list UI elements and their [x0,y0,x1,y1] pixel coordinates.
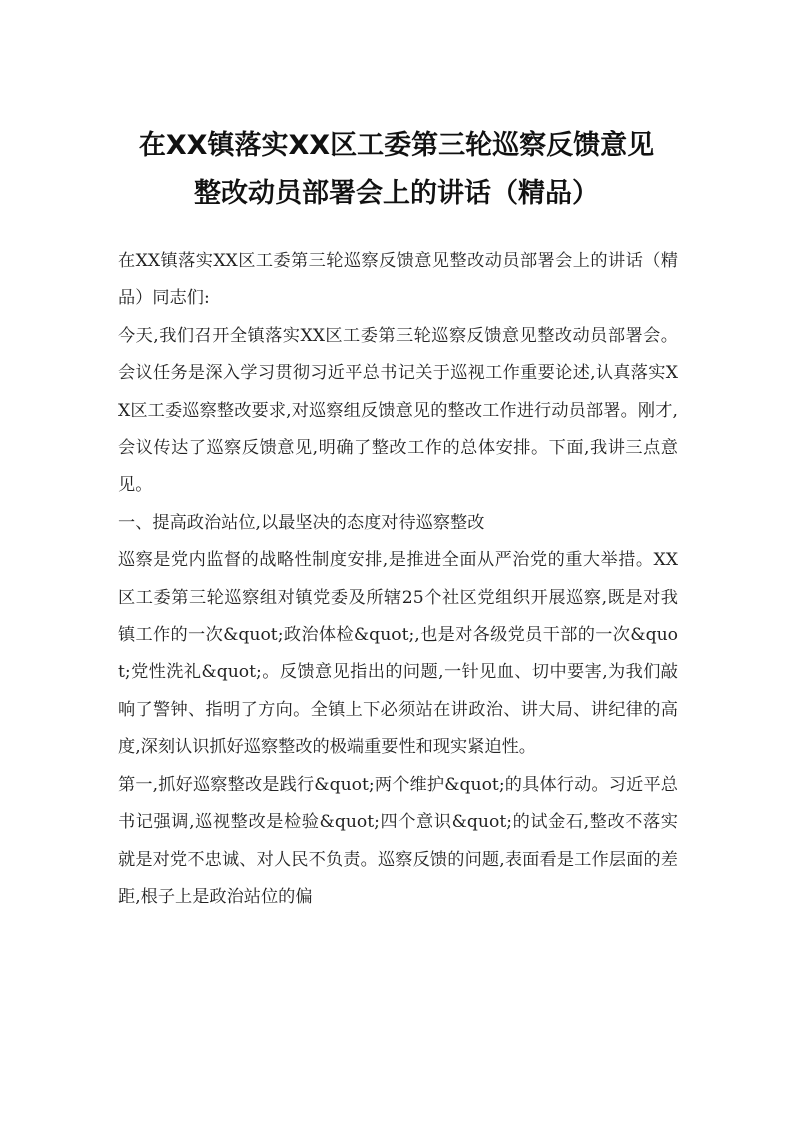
paragraph-point-first: 第一,抓好巡察整改是践行&quot;两个维护&quot;的具体行动。习近平总书记强调,巡视整改是检验&quot;四个意识&quot;的试金石,整改不落实就是对党不忠诚、对人民不负责。巡察反馈的问题,表面看是工作层面的差距,根子上是政治站位的偏 [118,774,678,907]
title-line-2: 整改动员部署会上的讲话（精品） [194,178,599,209]
document-title [100,122,693,218]
title-line-1: 在XX镇落实XX区工委第三轮巡察反馈意见 [138,130,655,161]
paragraph-inspection-significance: 巡察是党内监督的战略性制度安排,是推进全面从严治党的重大举措。XX区工委第三轮巡察组对镇党委及所辖25个社区党组织开展巡察,既是对我镇工作的一次&quot;政治体检&quot;,也是对各级党员干部的一次&quot;党性洗礼&quot;。反馈意见指出的问题,一针见血、切中要害,为我们敲响了警钟、指明了方向。全镇上下必须站在讲政治、讲大局、讲纪律的高度,深刻认识抓好巡察整改的极端重要性和现实紧迫性。 [118,550,678,758]
paragraph-salutation: 在XX镇落实XX区工委第三轮巡察反馈意见整改动员部署会上的讲话（精品）同志们: [118,251,678,309]
section-heading-1: 一、提高政治站位,以最坚决的态度对待巡察整改 [118,512,485,533]
paragraph-opening: 今天,我们召开全镇落实XX区工委第三轮巡察反馈意见整改动员部署会。会议任务是深入学习贯彻习近平总书记关于巡视工作重要论述,认真落实XX区工委巡察整改要求,对巡察组反馈意见的整改工作进行动员部署。刚才,会议传达了巡察反馈意见,明确了整改工作的总体安排。下面,我讲三点意见。 [118,325,678,496]
document-body [118,243,678,916]
